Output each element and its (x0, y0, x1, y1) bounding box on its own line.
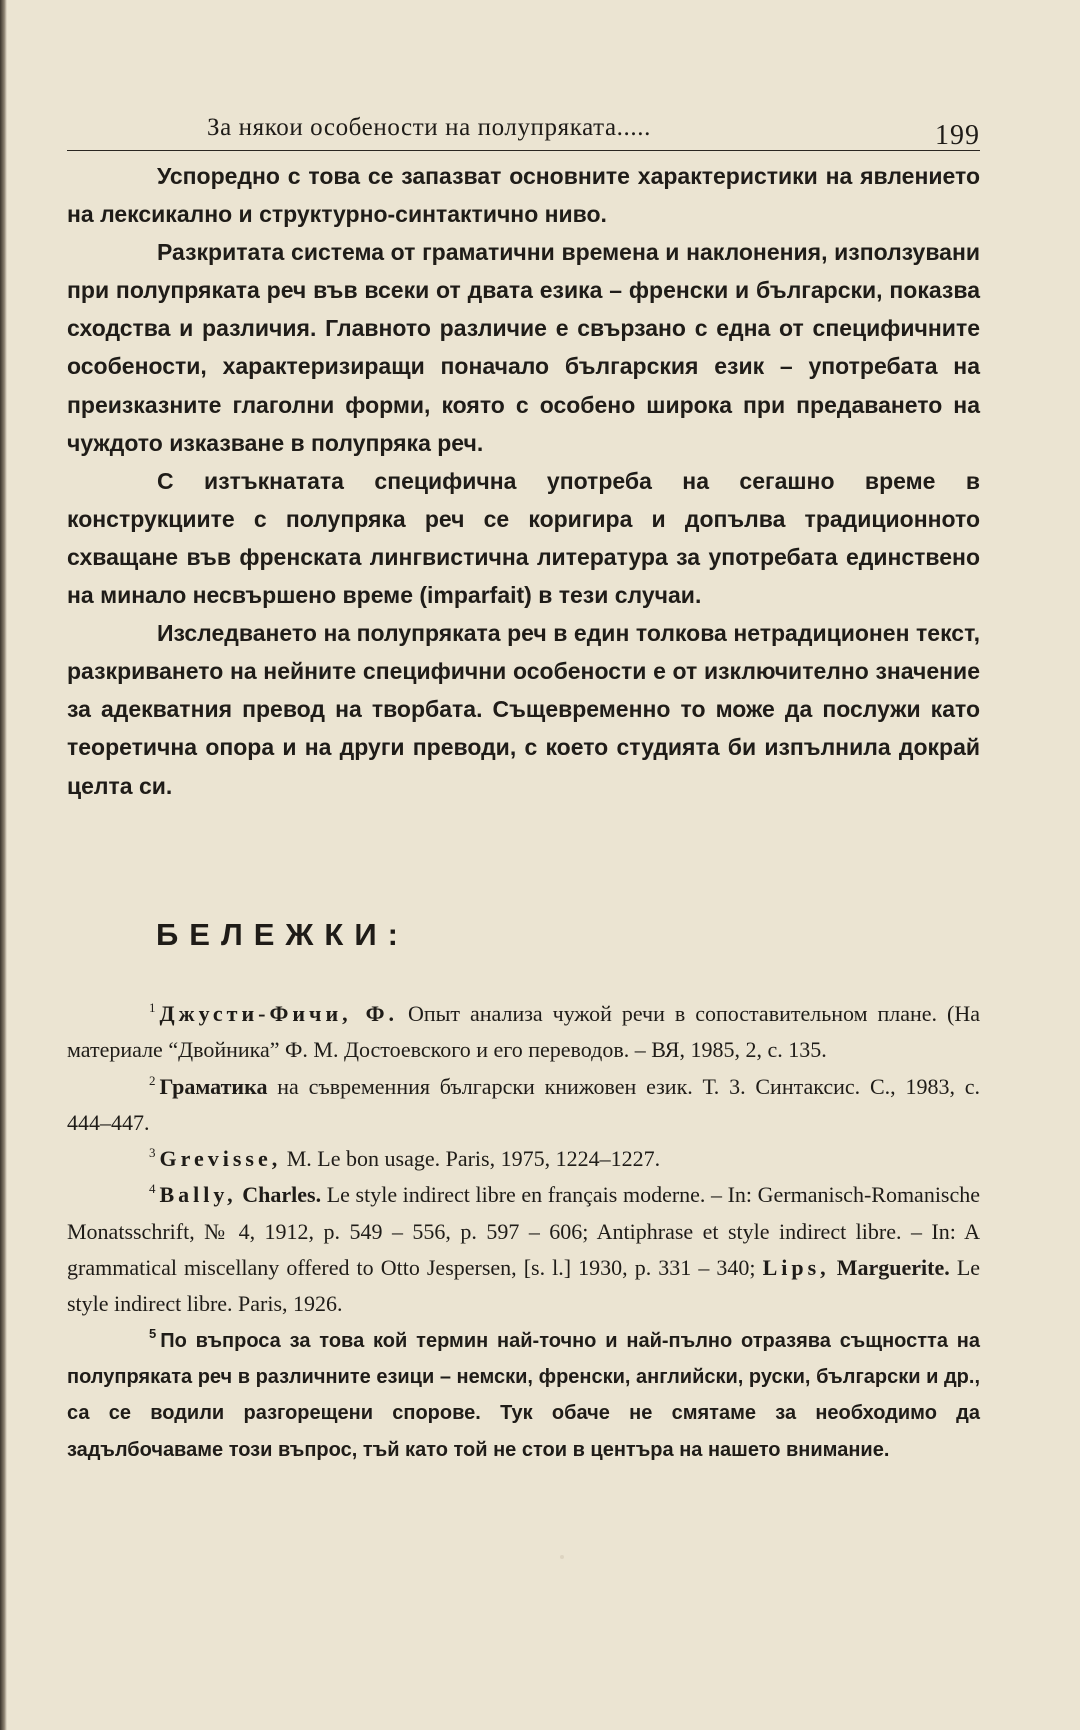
footnote (67, 1141, 980, 1177)
footnote-number: 1 (149, 1000, 156, 1015)
running-header (67, 112, 980, 151)
footnote-number: 3 (149, 1145, 156, 1161)
footnote-author: Джусти-Фичи, Ф. (159, 1001, 398, 1026)
page-number: 199 (935, 120, 980, 151)
paragraph: Успоредно с това се запазват основните характеристики на явлението на лексикално и структурно-синтактично ниво. (67, 163, 980, 228)
footnote-author-second-given: Marguerite. (836, 1255, 950, 1281)
footnote-text: Le style indirect libre en français moderne. – In: Germanisch-Romanische Monatsschrift, № 4, 1912, p. 549 – 556, p. 597 – 606; Antiphrase et style indirect libre. – In: A grammatical miscellany offered to Otto Jespersen, [s. l.] 1930, p. 331 – 340; (67, 1182, 981, 1281)
footnote-text: По въпроса за това кой термин най-точно и най-пълно отразява същността на полупряката реч в различните езици – немски, френски, английски, руски, български и др., са се водили разгорещени спорове. Тук обаче не смятаме за необходимо да задълбочаваме този въпрос, тъй като той не стои в центъра на нашето внимание. (67, 1329, 980, 1461)
footnote-author-given: Charles. (242, 1182, 322, 1208)
footnote-author: Граматика (159, 1073, 268, 1099)
footnote (67, 1177, 980, 1322)
footnote-number: 5 (149, 1325, 157, 1341)
footnote-author: Bally, (159, 1182, 237, 1208)
footnote (67, 1323, 980, 1468)
footnote-author: Grevisse, (159, 1146, 282, 1172)
footnote-text-second: Le style indirect libre. Paris, 1926. (67, 1255, 981, 1317)
footnote-text: на съвременния български книжовен език. Т. 3. Синтаксис. С., 1983, с. 444–447. (67, 1073, 981, 1135)
paragraph: С изтъкнатата специфична употреба на сегашно време в конструкциите с полупряка реч се коригира и допълва традиционното схващане във френската лингвистична литература за употребата единствено на минало несвършено време (imparfait) в тези случаи. (67, 467, 980, 609)
notes-list (67, 996, 980, 1468)
running-title: За някои особености на полупряката..... (207, 114, 651, 141)
footnote (67, 996, 980, 1069)
footnote (67, 1069, 980, 1142)
footnote-author-second: Lips, (762, 1255, 830, 1281)
paragraph: Разкритата система от граматични времена и наклонения, използувани при полупряката реч във всеки от двата езика – френски и български, показва сходства и различия. Главното различие е свързано с една от специфичните особености, характеризиращи поначало българския език – употребата на преизказните глаголни форми, която с особено широка при предаването на чуждото изказване в полупряка реч. (67, 239, 980, 456)
paper-spot (560, 1555, 564, 1559)
main-text (67, 157, 980, 805)
notes-heading: БЕЛЕЖКИ: (156, 917, 409, 952)
book-spine-shadow (0, 0, 7, 1730)
paragraph: Изследването на полупряката реч в един толкова нетрадиционен текст, разкриването на нейните специфични особености е от изключително значение за адекватния превод на творбата. Същевременно то може да послужи като теоретична опора и на други преводи, с което студията би изпълнила докрай целта си. (67, 620, 980, 799)
footnote-text: Опыт анализа чужой речи в сопоставительном плане. (На материале “Двойника” Ф. М. Достоевского и его переводов. – ВЯ, 1985, 2, с. 135. (67, 1001, 980, 1063)
footnote-number: 2 (149, 1072, 156, 1088)
footnote-number: 4 (149, 1181, 156, 1197)
footnote-text: M. Le bon usage. Paris, 1975, 1224–1227. (286, 1146, 661, 1172)
